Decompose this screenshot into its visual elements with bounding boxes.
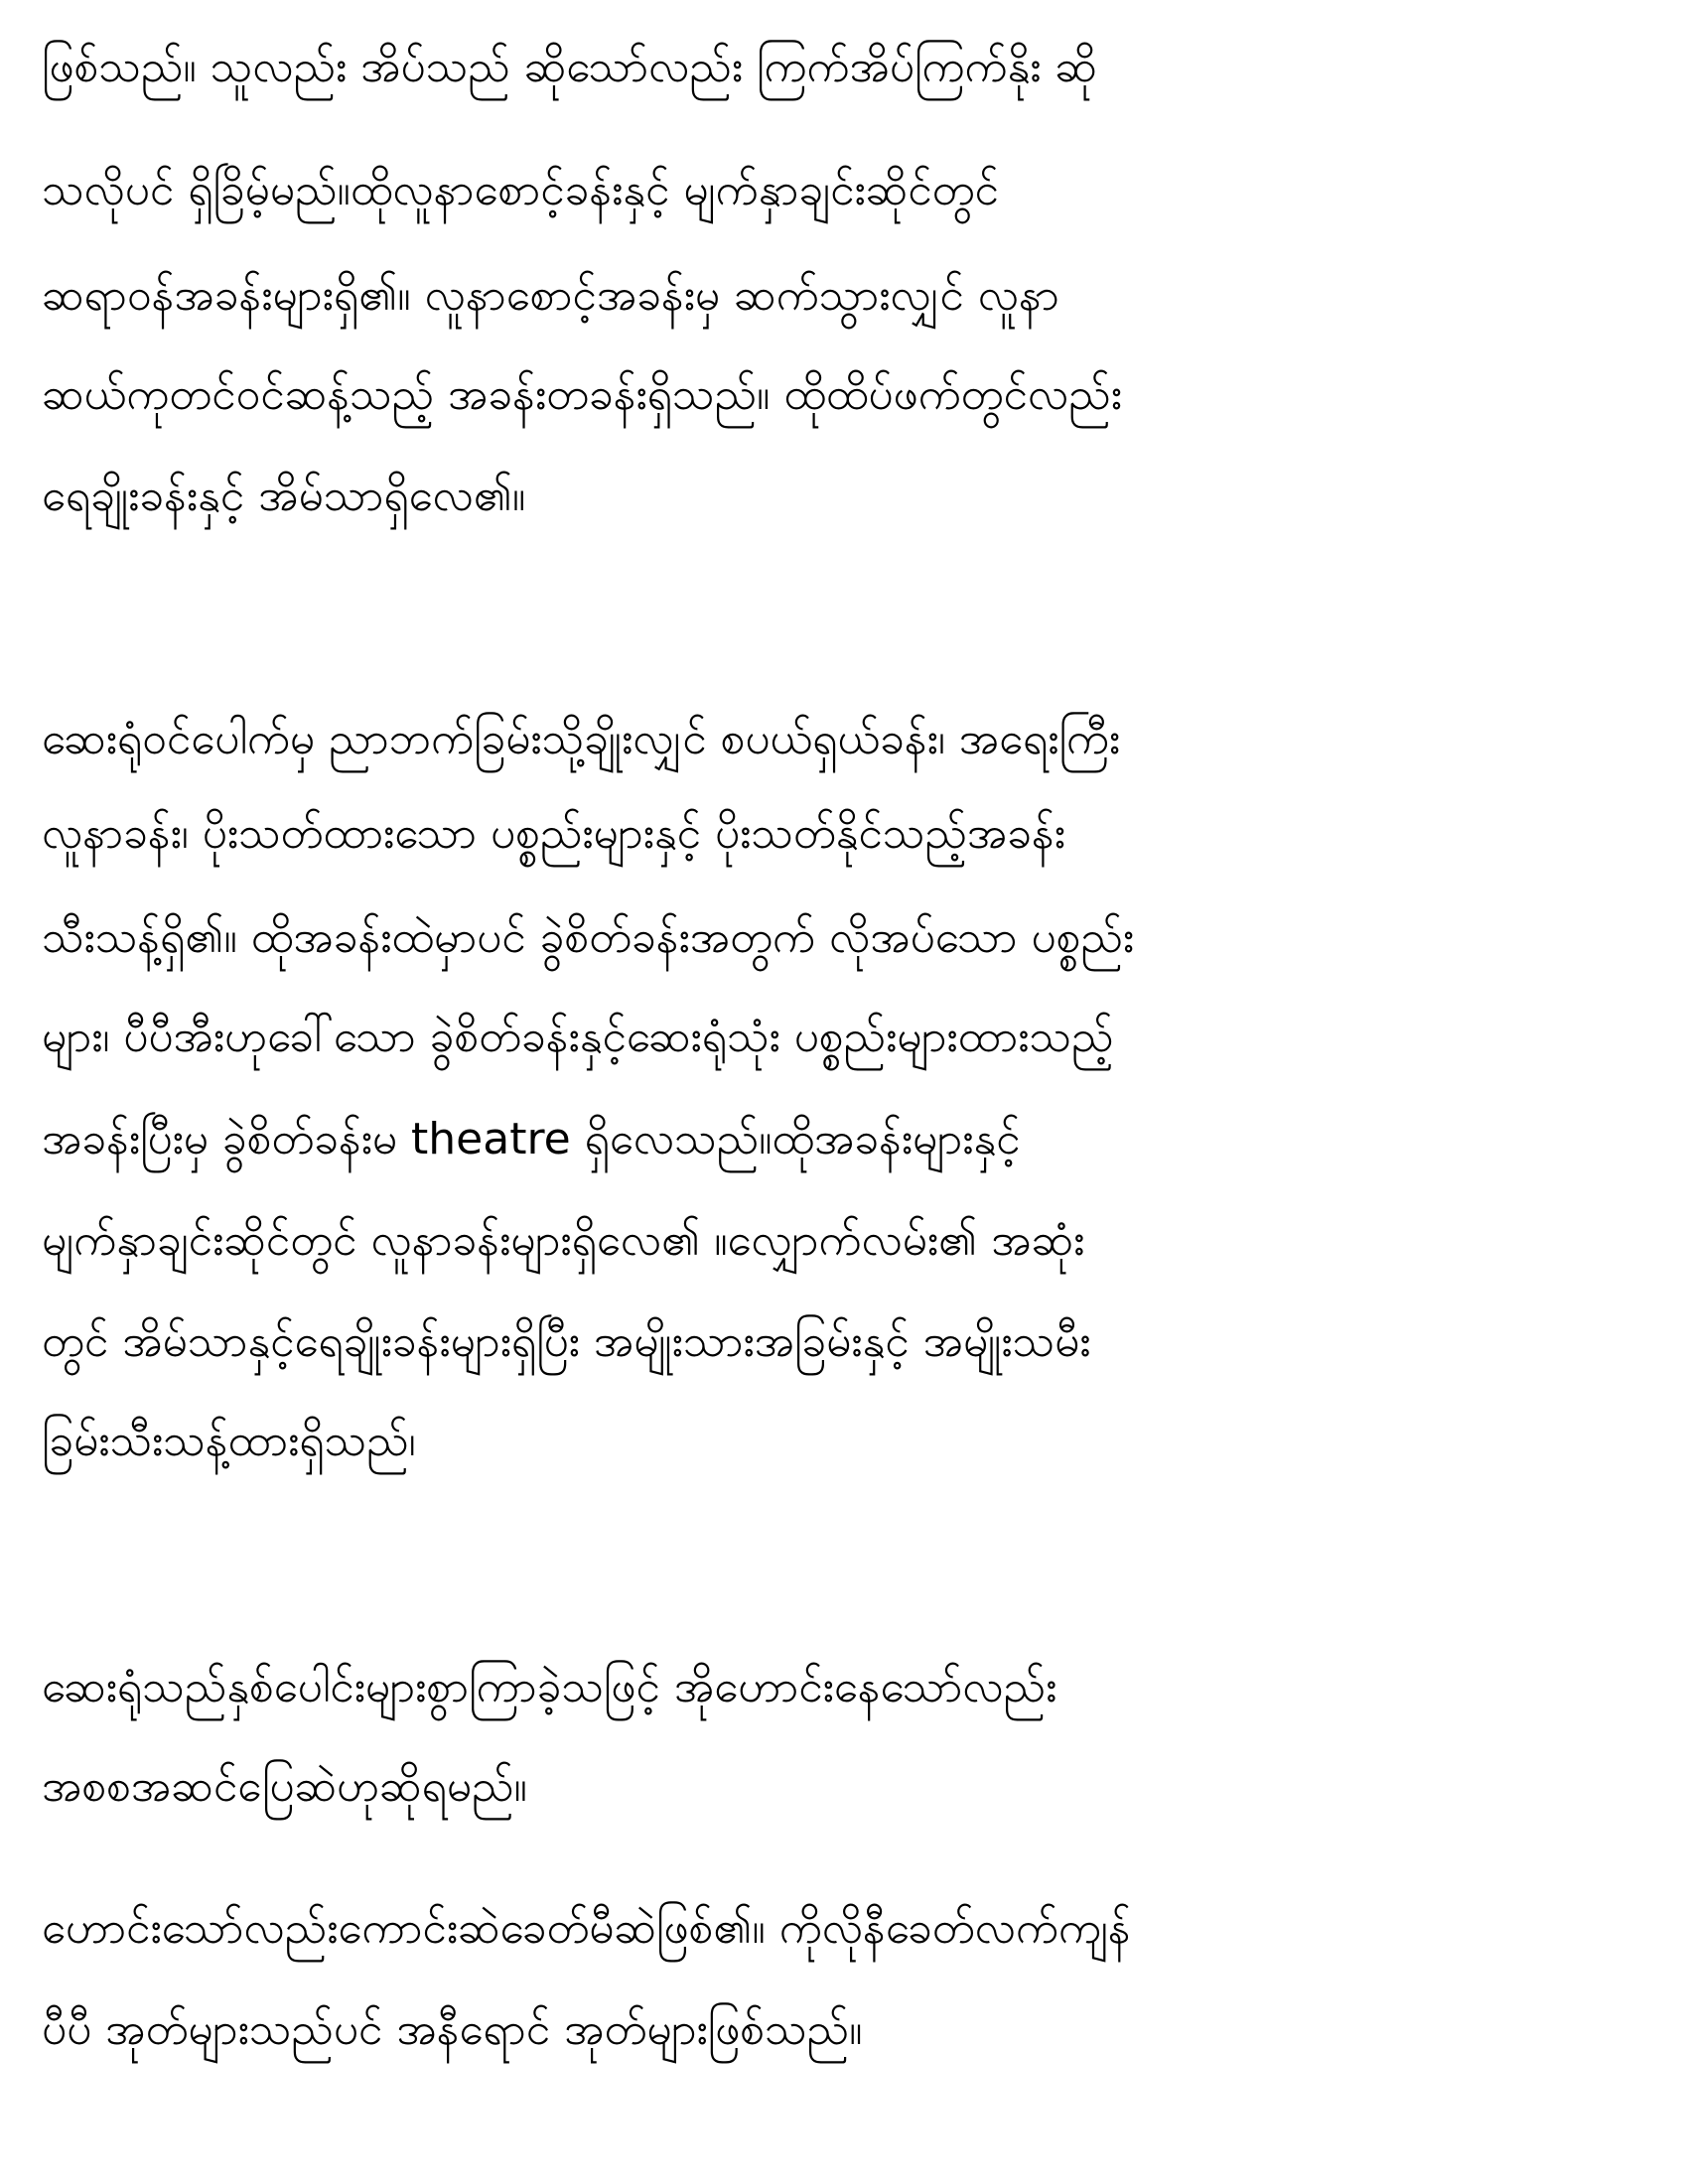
paragraph-3-line-1: ဆေးရုံသည်နှစ်ပေါင်းများစွာကြာခဲ့သဖြင့် အိုဟောင်းနေသော်လည်း <box>42 1662 1057 1712</box>
paragraph-2-line-6: မျက်နှာချင်းဆိုင်တွင် လူနာခန်းများရှိလေ၏ ။လျှောက်လမ်း၏ အဆုံး <box>42 1215 1085 1266</box>
paragraph-4-line-2: ပီပီ အုတ်များသည်ပင် အနီရောင် အုတ်များဖြစ်သည်။ <box>42 2004 863 2055</box>
paragraph-2-line-8: ခြမ်းသီးသန့်ထားရှိသည်၊ <box>42 1416 416 1466</box>
paragraph-1-line-1: ဖြစ်သည်။ သူလည်း အိပ်သည် ဆိုသော်လည်း ကြက်အိပ်ကြက်နိုး ဆို <box>42 42 1097 92</box>
paragraph-2-line-1: ဆေးရုံဝင်ပေါက်မှ ညာဘက်ခြမ်းသို့ချိုးလျှင် စပယ်ရှယ်ခန်း၊ အရေးကြီး <box>42 714 1121 764</box>
paragraph-2-line-2: လူနာခန်း၊ ပိုးသတ်ထားသော ပစ္စည်းများနှင့် ပိုးသတ်နိုင်သည့်အခန်း <box>42 808 1065 859</box>
paragraph-2-line-5: အခန်းပြီးမှ ခွဲစိတ်ခန်းမ theatre ရှိလေသည်။ထိုအခန်းများနှင့် <box>42 1114 1021 1164</box>
paragraph-1-line-3: ဆရာဝန်အခန်းများရှိ၏။ လူနာစောင့်အခန်းမှ ဆက်သွားလျှင် လူနာ <box>42 270 1059 321</box>
paragraph-3-line-2: အစစအဆင်ပြေဆဲဟုဆိုရမည်။ <box>42 1761 527 1812</box>
paragraph-1-line-4: ဆယ်ကုတင်ဝင်ဆန့်သည့် အခန်းတခန်းရှိသည်။ ထိုထိပ်ဖက်တွင်လည်း <box>42 369 1122 420</box>
paragraph-2-line-4: များ၊ ပီပီအီးဟုခေါ်သော ခွဲစိတ်ခန်းနှင့်ဆေးရုံသုံး ပစ္စည်းများထားသည့် <box>42 1012 1114 1062</box>
paragraph-1-line-2: သလိုပင် ရှိခြိမ့်မည်။ထိုလူနာစောင့်ခန်းနှင့် မျက်နှာချင်းဆိုင်တွင် <box>42 165 999 215</box>
paragraph-4-line-1: ဟောင်းသော်လည်းကောင်းဆဲခေတ်မီဆဲဖြစ်၏။ ကိုလိုနီခေတ်လက်ကျန် <box>42 1903 1131 1954</box>
paragraph-1-line-5: ရေချိုးခန်းနှင့် အိမ်သာရှိလေ၏။ <box>42 471 526 521</box>
paragraph-2-line-3: သီးသန့်ရှိ၏။ ထိုအခန်းထဲမှာပင် ခွဲစိတ်ခန်းအတွက် လိုအပ်သော ပစ္စည်း <box>42 912 1135 963</box>
paragraph-2-line-7: တွင် အိမ်သာနှင့်ရေချိုးခန်းများရှိပြီး အမျိုးသားအခြမ်းနှင့် အမျိုးသမီး <box>42 1316 1091 1367</box>
